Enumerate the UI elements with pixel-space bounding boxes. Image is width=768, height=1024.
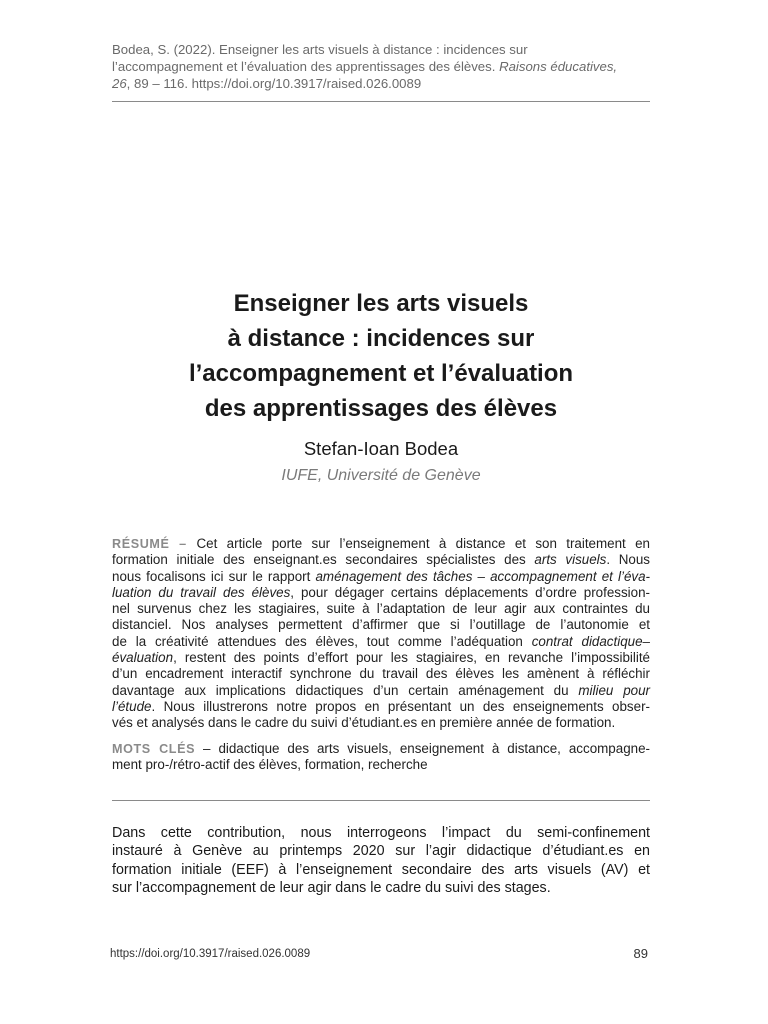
keywords-text: – didactique des arts visuels, enseignement à distance, accompagne-: [195, 741, 650, 756]
abstract-emphasis: contrat didactique–: [531, 633, 650, 649]
citation-line-1: Bodea, S. (2022). Enseigner les arts visuels à distance : incidences sur: [112, 42, 528, 57]
abstract-line: [112, 585, 650, 601]
abstract-text: . Nous: [606, 552, 650, 568]
abstract-text: , pour dégager certains déplacements d’ordre profession-: [290, 584, 650, 600]
footer-doi-link[interactable]: https://doi.org/10.3917/raised.026.0089: [110, 948, 311, 960]
abstract-line: nel survenus chez les stagiaires, suite à l’adaptation de leur agir aux contraintes du: [112, 601, 650, 617]
keywords-label: MOTS CLÉS: [112, 742, 196, 756]
abstract-line: vés et analysés dans le cadre du suivi d’étudiant.es en première année de formation.: [112, 715, 616, 731]
abstract-text: de la créativité attendues des élèves, tout comme l’adéquation: [112, 633, 532, 649]
keywords: [112, 741, 650, 774]
abstract-text: davantage aux implications didactiques d’un certain aménagement du: [112, 682, 579, 698]
abstract-text: . Nous illustrerons notre propos en présentant un des enseignements obser-: [151, 698, 650, 714]
abstract-emphasis: luation du travail des élèves: [112, 584, 291, 600]
citation-line-2: [112, 58, 652, 75]
article-title: [112, 286, 650, 426]
journal-name: Raisons éducatives,: [499, 59, 618, 74]
header-divider: [112, 101, 650, 102]
keywords-line: ment pro-/rétro-actif des élèves, formation, recherche: [112, 757, 428, 773]
abstract-line: [112, 634, 650, 650]
body-paragraph: [112, 824, 650, 897]
abstract-line: [112, 536, 650, 552]
body-line: instauré à Genève au printemps 2020 sur l’agir didactique d’étudiant.es en: [112, 843, 650, 860]
author-name: Stefan-Ioan Bodea: [303, 438, 459, 459]
section-divider: [112, 800, 650, 801]
title-line-3: l’accompagnement et l’évaluation: [188, 360, 574, 387]
abstract-text: Cet article porte sur l’enseignement à distance et son traitement en: [196, 536, 650, 551]
body-line: formation initiale (EEF) à l’enseignement secondaire des arts visuels (AV) et: [112, 861, 650, 878]
author-affiliation: IUFE, Université de Genève: [281, 467, 481, 484]
title-line-4: des apprentissages des élèves: [204, 395, 558, 422]
citation-line-3: [112, 75, 652, 92]
abstract-line: [112, 650, 650, 666]
abstract-label: RÉSUMÉ: [112, 537, 170, 551]
page-number: 89: [633, 946, 648, 961]
abstract-line: d’un encadrement interactif synchrone du travail des élèves les amènent à réfléchir: [112, 666, 650, 682]
abstract-text: , restent des points d’effort pour les stagiaires, en revanche l’impossibilité: [173, 650, 650, 666]
abstract-line: [112, 699, 650, 715]
title-line-2: à distance : incidences sur: [227, 325, 535, 352]
keywords-line: [112, 741, 650, 757]
abstract-emphasis: milieu pour: [578, 682, 651, 698]
citation-line-2-text: l’accompagnement et l’évaluation des apprentissages des élèves.: [112, 59, 500, 74]
citation-header: [112, 41, 652, 92]
abstract-emphasis: aménagement des tâches – accompagnement et l’éva-: [315, 568, 650, 584]
abstract-line: [112, 569, 650, 585]
abstract-emphasis: arts visuels: [534, 552, 607, 568]
body-line: Dans cette contribution, nous interrogeons l’impact du semi-confinement: [112, 825, 650, 841]
abstract-emphasis: évaluation: [112, 650, 174, 666]
abstract-dash: –: [169, 537, 197, 551]
title-line-1: Enseigner les arts visuels: [233, 290, 529, 317]
abstract-line: [112, 683, 650, 699]
journal-volume: 26: [112, 76, 127, 91]
citation-pages-doi: , 89 – 116. https://doi.org/10.3917/raised.026.0089: [126, 76, 422, 91]
body-line: sur l’accompagnement de leur agir dans le cadre du suivi des stages.: [112, 879, 551, 896]
abstract: [112, 536, 650, 732]
abstract-line: distanciel. Nos analyses permettent d’affirmer que si l’outillage de l’autonomie et: [112, 617, 650, 633]
abstract-emphasis: l’étude: [112, 698, 152, 714]
abstract-text: formation initiale des enseignant.es secondaires spécialistes des: [112, 552, 535, 568]
abstract-text: nous focalisons ici sur le rapport: [112, 568, 316, 584]
abstract-line: [112, 552, 650, 568]
